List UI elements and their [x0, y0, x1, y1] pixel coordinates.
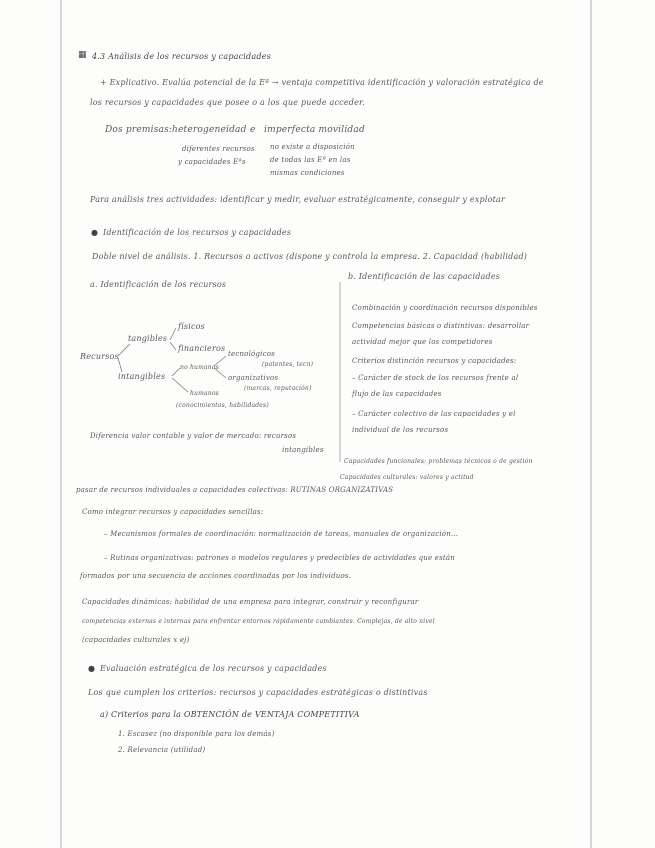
- premisas-right-note-1: no existe a disposición: [270, 143, 355, 151]
- capacidades-funcionales: Capacidades funcionales: problemas técnicos o de gestión: [344, 458, 533, 465]
- evaluacion-bullet-icon: ●: [88, 664, 96, 673]
- connector-intangibles-nohumanos: [172, 368, 180, 376]
- premisas-label: Dos premisas:: [105, 125, 173, 135]
- connector-intangibles-humanos: [172, 378, 188, 392]
- evaluacion-heading: Evaluación estratégica de los recursos y capacidades: [100, 664, 327, 673]
- node-fisicos: físicos: [178, 322, 205, 331]
- pasar-line: pasar de recursos individuales a capacidades colectivas: RUTINAS ORGANIZATIVAS: [76, 486, 394, 494]
- identificacion-bullet-icon: ●: [91, 228, 99, 237]
- rutinas-line-1: – Rutinas organizativas: patrones o modelos regulares y predecibles de actividades que están: [104, 554, 455, 562]
- node-organizativos-note: (marcas, reputación): [244, 385, 312, 392]
- mecanismos-line: – Mecanismos formales de coordinación: normalización de tareas, manuales de organización...: [104, 530, 459, 538]
- header-bullet-icon: ▦: [78, 50, 87, 60]
- node-tangibles: tangibles: [128, 334, 168, 343]
- node-tecnologicos: tecnológicos: [228, 350, 275, 358]
- dinamicas-line-1: Capacidades dinámicas: habilidad de una empresa para integrar, construir y reconfigurar: [82, 598, 419, 606]
- dinamicas-line-3: (capacidades culturales x ej): [82, 636, 190, 644]
- capacidades-line-5: – Carácter de stock de los recursos frente al: [352, 374, 519, 382]
- como-integrar-line: Como integrar recursos y capacidades sencillas:: [82, 508, 264, 516]
- premisas-right-note-2: de todas las Eª en las: [270, 156, 351, 164]
- capacidades-line-8: individual de los recursos: [352, 426, 449, 434]
- connector-tangibles-financieros: [170, 342, 176, 350]
- criterios-line: a) Criterios para la OBTENCIÓN de VENTAJA COMPETITIVA: [100, 710, 360, 719]
- cumplen-line: Los que cumplen los criterios: recursos y capacidades estratégicas o distintivas: [88, 688, 428, 697]
- section-title: 4.3 Análisis de los recursos y capacidades: [92, 52, 271, 61]
- node-recursos: Recursos: [80, 352, 119, 361]
- doble-nivel-line: Doble nivel de análisis. 1. Recursos o activos (dispone y controla la empresa. 2. Capacidad (habilidad): [92, 252, 528, 261]
- right-column-heading: b. Identificación de las capacidades: [348, 272, 501, 281]
- left-column-heading: a. Identificación de los recursos: [90, 280, 227, 289]
- premisas-imperfecta: imperfecta movilidad: [264, 125, 365, 135]
- intro-line-2: los recursos y capacidades que posee o a los que puede acceder.: [90, 98, 365, 107]
- node-humanos-note: (conocimientos, habilidades): [176, 402, 269, 409]
- intro-line-1: + Explicativo. Evalúa potencial de la Eª → ventaja competitiva identificación y valoración estratégica de: [100, 78, 544, 87]
- capacidades-line-4: Criterios distinción recursos y capacidades:: [352, 357, 517, 365]
- premisas-right-note-3: mismas condiciones: [270, 169, 345, 177]
- capacidades-line-3: actividad mejor que los competidores: [352, 338, 493, 346]
- node-intangibles: intangibles: [118, 372, 166, 381]
- diferencia-line-1: Diferencia valor contable y valor de mercado: recursos: [90, 432, 297, 440]
- premisas-heterogeneidad: heterogeneidad: [172, 125, 247, 135]
- connector-recursos-tangibles: [118, 344, 130, 356]
- node-tecnologicos-note: (patentes, tecn): [262, 361, 314, 368]
- connector-tangibles-fisicos: [170, 328, 176, 340]
- criterio-item-1: 1. Escasez (no disponible para los demás): [118, 730, 275, 738]
- node-humanos: humanos: [190, 390, 219, 397]
- capacidades-line-6: flujo de las capacidades: [352, 390, 442, 398]
- premisas-and: e: [250, 125, 256, 135]
- analisis-line: Para análisis tres actividades: identificar y medir, evaluar estratégicamente, conseguir y explotar: [90, 195, 506, 204]
- node-financieros: financieros: [178, 344, 226, 353]
- diferencia-line-2: intangibles: [282, 446, 324, 454]
- capacidades-line-7: – Carácter colectivo de las capacidades y el: [352, 410, 516, 418]
- node-organizativos: organizativos: [228, 374, 279, 382]
- premisas-left-note-1: diferentes recursos: [182, 145, 255, 153]
- rutinas-line-2: formados por una secuencia de acciones coordinadas por los individuos.: [80, 572, 352, 580]
- capacidades-culturales: Capacidades culturales: valores y actitud: [340, 474, 474, 481]
- criterio-item-2: 2. Relevancia (utilidad): [118, 746, 206, 754]
- dinamicas-line-2: competencias externas e internas para enfrentar entornos rápidamente cambiantes. Complejas, de alto nivel: [82, 618, 435, 625]
- premisas-left-note-2: y capacidades Eªs: [178, 158, 246, 166]
- capacidades-line-2: Competencias básicas o distintivas: desarrollar: [352, 322, 530, 330]
- node-no-humanos: no humanos: [180, 364, 219, 371]
- identificacion-heading: Identificación de los recursos y capacidades: [103, 228, 292, 237]
- capacidades-line-1: Combinación y coordinación recursos disponibles: [352, 304, 538, 312]
